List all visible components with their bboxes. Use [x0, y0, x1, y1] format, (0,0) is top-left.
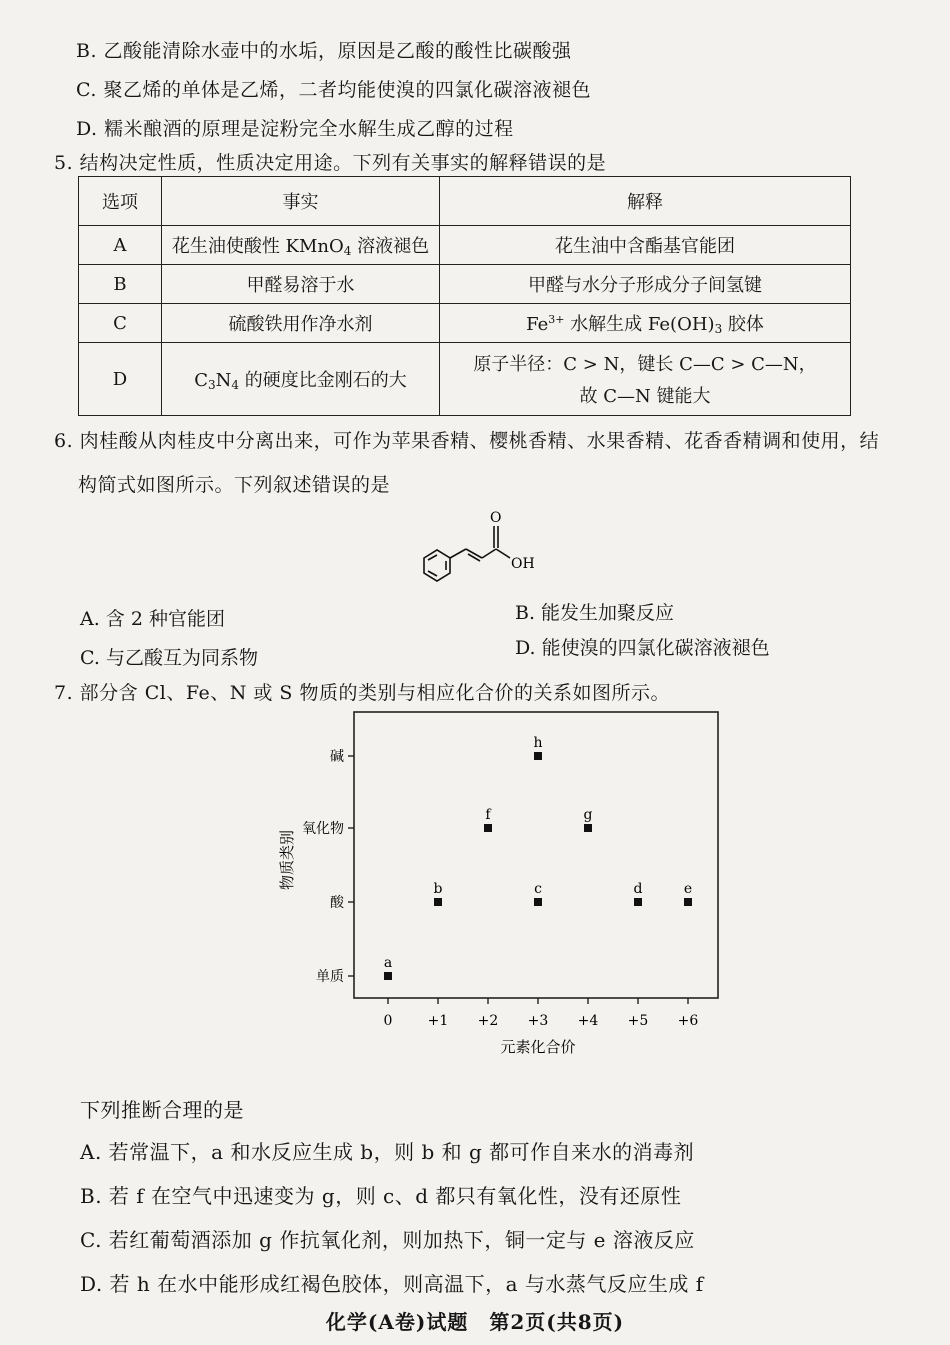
data-point-h	[534, 752, 542, 760]
q5-table	[78, 176, 851, 416]
data-label-a: a	[383, 955, 393, 971]
q6-option-d: D. 能使溴的四氯化碳溶液褪色	[515, 637, 770, 659]
row-option: A	[79, 226, 162, 265]
q7-option-a: A. 若常温下，a 和水反应生成 b，则 b 和 g 都可作自来水的消毒剂	[80, 1140, 695, 1164]
row-fact: 甲醛易溶于水	[162, 265, 440, 304]
data-label-d: d	[633, 881, 643, 897]
q6-option-a: A. 含 2 种官能团	[80, 608, 225, 630]
y-tick-label: 酸	[330, 895, 344, 911]
q6-stem-line1: 6. 肉桂酸从肉桂皮中分离出来，可作为苹果香精、樱桃香精、水果香精、花香香精调和使用，结	[54, 430, 880, 452]
x-tick-label: +5	[627, 1013, 649, 1029]
row-option: D	[79, 343, 162, 416]
data-point-b	[434, 898, 442, 906]
table-row	[79, 343, 851, 416]
row-option: B	[79, 265, 162, 304]
table-row	[79, 265, 851, 304]
data-label-h: h	[533, 735, 543, 751]
x-tick-label: +2	[477, 1013, 499, 1029]
x-tick-label: 0	[383, 1013, 393, 1029]
q5-stem: 5. 结构决定性质，性质决定用途。下列有关事实的解释错误的是	[54, 152, 607, 174]
y-axis-label: 物质类别	[278, 829, 296, 891]
q6-option-c: C. 与乙酸互为同系物	[80, 647, 258, 669]
row-explanation: 甲醛与水分子形成分子间氢键	[440, 265, 851, 304]
page-footer: 化学(A卷)试题 第2页(共8页)	[325, 1310, 625, 1334]
row-explanation: $Fe^{3+}$ 水解生成 $Fe(OH)_3$ 胶体	[440, 304, 851, 343]
row-fact: $C_3N_4$ 的硬度比金刚石的大	[162, 343, 440, 416]
q4-option-d: D. 糯米酿酒的原理是淀粉完全水解生成乙醇的过程	[76, 118, 514, 140]
data-label-f: f	[485, 807, 491, 823]
data-label-b: b	[433, 881, 443, 897]
q7-prompt: 下列推断合理的是	[80, 1098, 244, 1122]
y-tick-label: 单质	[316, 969, 344, 985]
data-label-e: e	[683, 881, 693, 897]
data-point-a	[384, 972, 392, 980]
cinnamic-acid-structure	[416, 506, 576, 596]
header-option: 选项	[79, 177, 162, 226]
q4-option-c: C. 聚乙烯的单体是乙烯，二者均能使溴的四氯化碳溶液褪色	[76, 79, 591, 101]
data-point-g	[584, 824, 592, 832]
q6-stem-line2: 构简式如图所示。下列叙述错误的是	[78, 474, 391, 496]
data-point-f	[484, 824, 492, 832]
q7-option-c: C. 若红葡萄酒添加 g 作抗氧化剂，则加热下，铜一定与 e 溶液反应	[80, 1228, 695, 1252]
y-tick-label: 碱	[330, 749, 344, 765]
data-point-d	[634, 898, 642, 906]
valence-category-chart	[266, 700, 746, 1060]
row-fact: 花生油使酸性 KMnO$_4$ 溶液褪色	[162, 226, 440, 265]
data-point-c	[534, 898, 542, 906]
x-tick-label: +3	[527, 1013, 549, 1029]
row-option: C	[79, 304, 162, 343]
x-tick-label: +6	[677, 1013, 699, 1029]
x-axis-label: 元素化合价	[500, 1038, 576, 1056]
hydroxyl-label: OH	[511, 556, 535, 572]
q7-option-b: B. 若 f 在空气中迅速变为 g，则 c、d 都只有氧化性，没有还原性	[80, 1184, 682, 1208]
header-explanation: 解释	[440, 177, 851, 226]
data-label-g: g	[583, 807, 593, 823]
table-row	[79, 226, 851, 265]
q4-option-b: B. 乙酸能清除水壶中的水垢，原因是乙酸的酸性比碳酸强	[76, 40, 572, 62]
x-tick-label: +1	[427, 1013, 449, 1029]
header-fact: 事实	[162, 177, 440, 226]
q7-stem: 7. 部分含 Cl、Fe、N 或 S 物质的类别与相应化合价的关系如图所示。	[54, 682, 670, 704]
row-explanation: 原子半径：C > N，键长 C—C > C—N， 故 C—N 键能大	[440, 343, 851, 416]
row-fact: 硫酸铁用作净水剂	[162, 304, 440, 343]
q6-option-b: B. 能发生加聚反应	[515, 602, 675, 624]
oxygen-label: O	[490, 510, 502, 526]
row-explanation: 花生油中含酯基官能团	[440, 226, 851, 265]
table-header-row	[79, 177, 851, 226]
y-tick-label: 氧化物	[302, 821, 344, 837]
x-tick-label: +4	[577, 1013, 599, 1029]
data-label-c: c	[534, 881, 542, 897]
table-row	[79, 304, 851, 343]
data-point-e	[684, 898, 692, 906]
q7-option-d: D. 若 h 在水中能形成红褐色胶体，则高温下，a 与水蒸气反应生成 f	[80, 1272, 704, 1296]
